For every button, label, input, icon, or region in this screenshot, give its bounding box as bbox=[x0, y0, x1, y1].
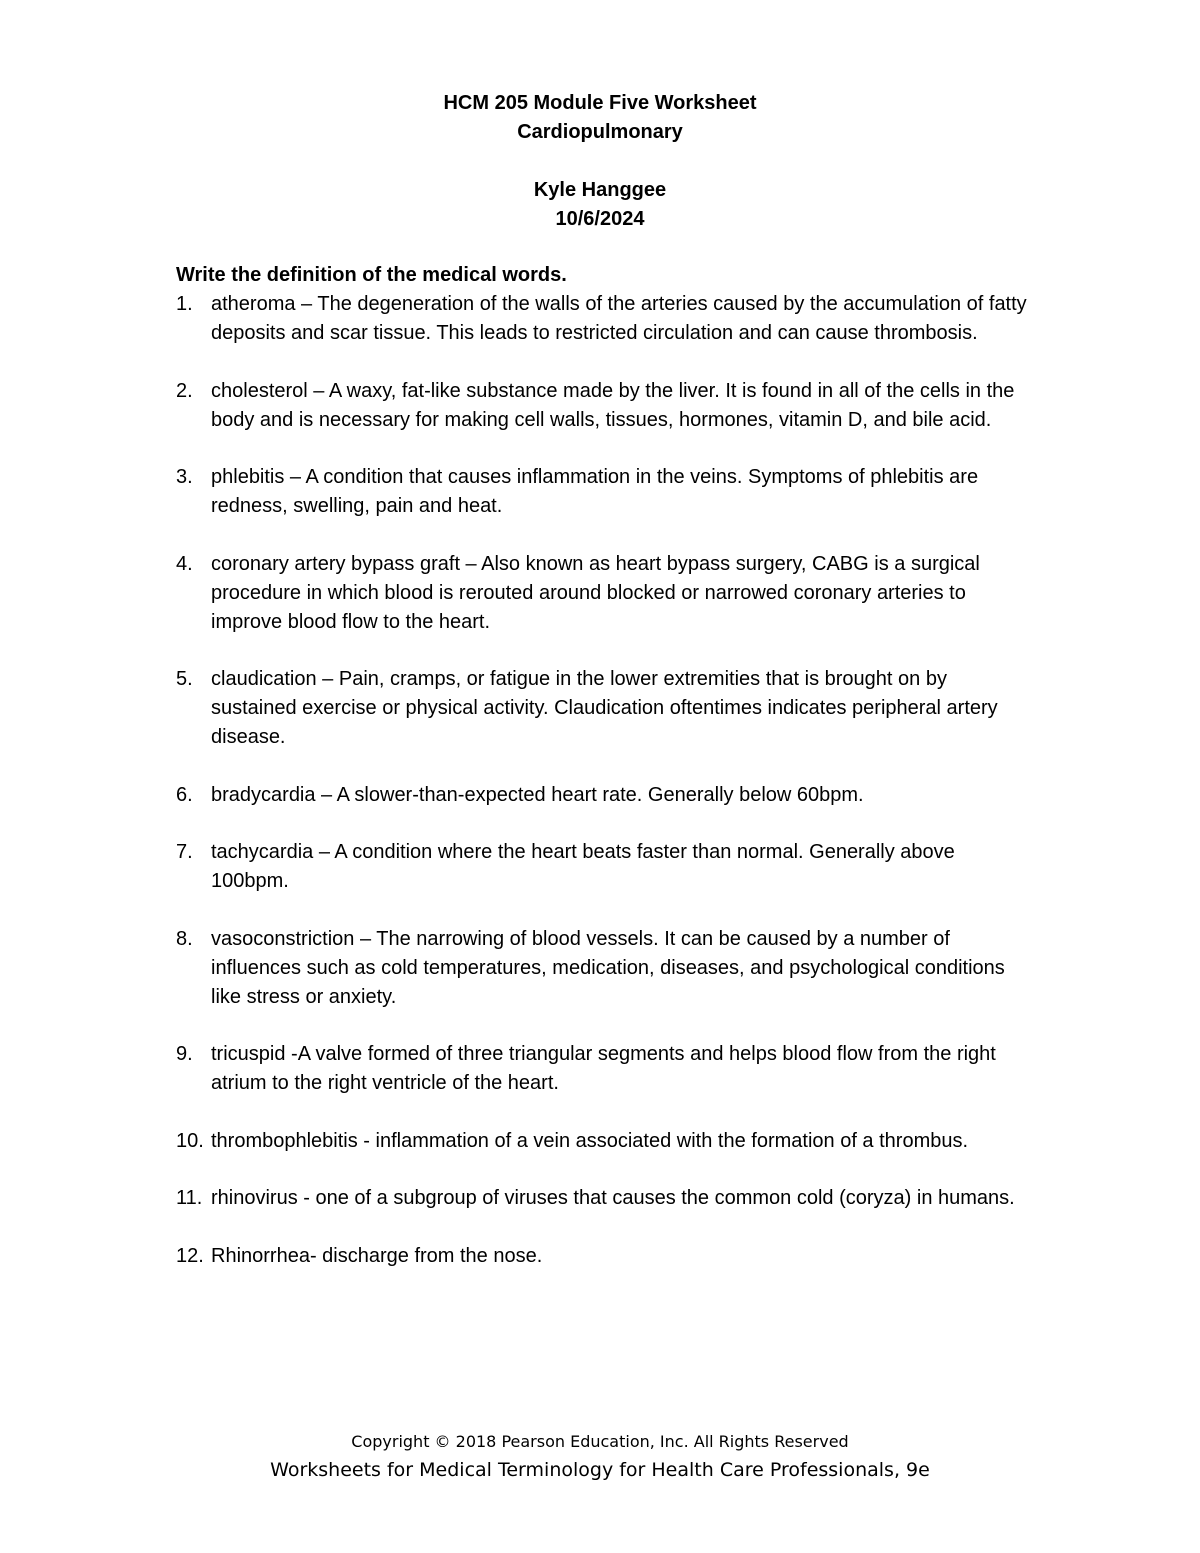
definition-number: 1. bbox=[176, 293, 193, 315]
definition-text: tricuspid -A valve formed of three triangular segments and helps blood flow from the right atrium to the right ventricle of the heart. bbox=[211, 1043, 996, 1094]
definition-number: 7. bbox=[176, 841, 193, 863]
definition-item bbox=[176, 550, 1036, 637]
instructions-heading: Write the definition of the medical words. bbox=[176, 264, 567, 286]
document-subtitle: Cardiopulmonary bbox=[517, 121, 683, 143]
definition-text: phlebitis – A condition that causes inflammation in the veins. Symptoms of phlebitis are redness, swelling, pain and heat. bbox=[211, 466, 979, 517]
copyright-notice: Copyright © 2018 Pearson Education, Inc. All Rights Reserved bbox=[351, 1432, 849, 1451]
definition-item bbox=[176, 290, 1036, 348]
definition-text: atheroma – The degeneration of the walls of the arteries caused by the accumulation of fatty deposits and scar tissue. This leads to restricted circulation and can cause thrombosis. bbox=[211, 293, 1027, 344]
document-title: HCM 205 Module Five Worksheet bbox=[443, 92, 757, 114]
page-footer bbox=[0, 1429, 1200, 1485]
definition-item bbox=[176, 377, 1036, 435]
definition-number: 6. bbox=[176, 783, 193, 806]
definition-item bbox=[176, 665, 1036, 752]
definition-text: coronary artery bypass graft – Also known as heart bypass surgery, CABG is a surgical procedure in which blood is rerouted around blocked or narrowed coronary arteries to improve blood flow to the heart. bbox=[211, 552, 980, 633]
definition-item bbox=[176, 925, 1036, 1012]
definition-item bbox=[176, 1127, 1036, 1156]
definition-item bbox=[176, 1242, 1036, 1271]
definition-number: 4. bbox=[176, 552, 193, 575]
definition-text: thrombophlebitis - inflammation of a vein associated with the formation of a thrombus. bbox=[211, 1129, 969, 1152]
definition-item bbox=[176, 1040, 1036, 1098]
definition-number: 12. bbox=[176, 1244, 204, 1267]
definition-number: 10. bbox=[176, 1129, 204, 1152]
document-header bbox=[0, 89, 1200, 234]
author-name: Kyle Hanggee bbox=[533, 179, 667, 201]
document-date: 10/6/2024 bbox=[555, 208, 645, 230]
footer-book-title: Worksheets for Medical Terminology for Health Care Professionals, 9e bbox=[270, 1459, 930, 1481]
definition-item bbox=[176, 838, 1036, 896]
definition-text: rhinovirus - one of a subgroup of viruses that causes the common cold (coryza) in humans. bbox=[211, 1187, 1015, 1209]
definition-number: 3. bbox=[176, 466, 193, 488]
definition-text: tachycardia – A condition where the heart beats faster than normal. Generally above 100bpm. bbox=[211, 841, 955, 892]
definition-item bbox=[176, 1184, 1036, 1213]
definition-number: 8. bbox=[176, 927, 193, 950]
definition-text: claudication – Pain, cramps, or fatigue in the lower extremities that is brought on by sustained exercise or physical activity. Claudication oftentimes indicates peripheral artery disease. bbox=[211, 668, 998, 748]
header-spacer bbox=[0, 147, 1200, 176]
definition-text: vasoconstriction – The narrowing of blood vessels. It can be caused by a number of influences such as cold temperatures, medication, diseases, and psychological conditions like stress or anxiety. bbox=[211, 927, 1005, 1008]
definition-text: cholesterol – A waxy, fat-like substance made by the liver. It is found in all of the cells in the body and is necessary for making cell walls, tissues, hormones, vitamin D, and bile acid. bbox=[211, 379, 1015, 431]
definition-item bbox=[176, 463, 1036, 521]
definition-number: 11. bbox=[176, 1187, 203, 1209]
definition-text: Rhinorrhea- discharge from the nose. bbox=[211, 1244, 543, 1267]
definition-item bbox=[176, 781, 1036, 810]
definition-number: 9. bbox=[176, 1043, 193, 1065]
definition-list bbox=[176, 290, 1036, 1299]
definition-text: bradycardia – A slower-than-expected heart rate. Generally below 60bpm. bbox=[211, 783, 864, 806]
definition-number: 2. bbox=[176, 379, 193, 402]
definition-number: 5. bbox=[176, 668, 193, 690]
